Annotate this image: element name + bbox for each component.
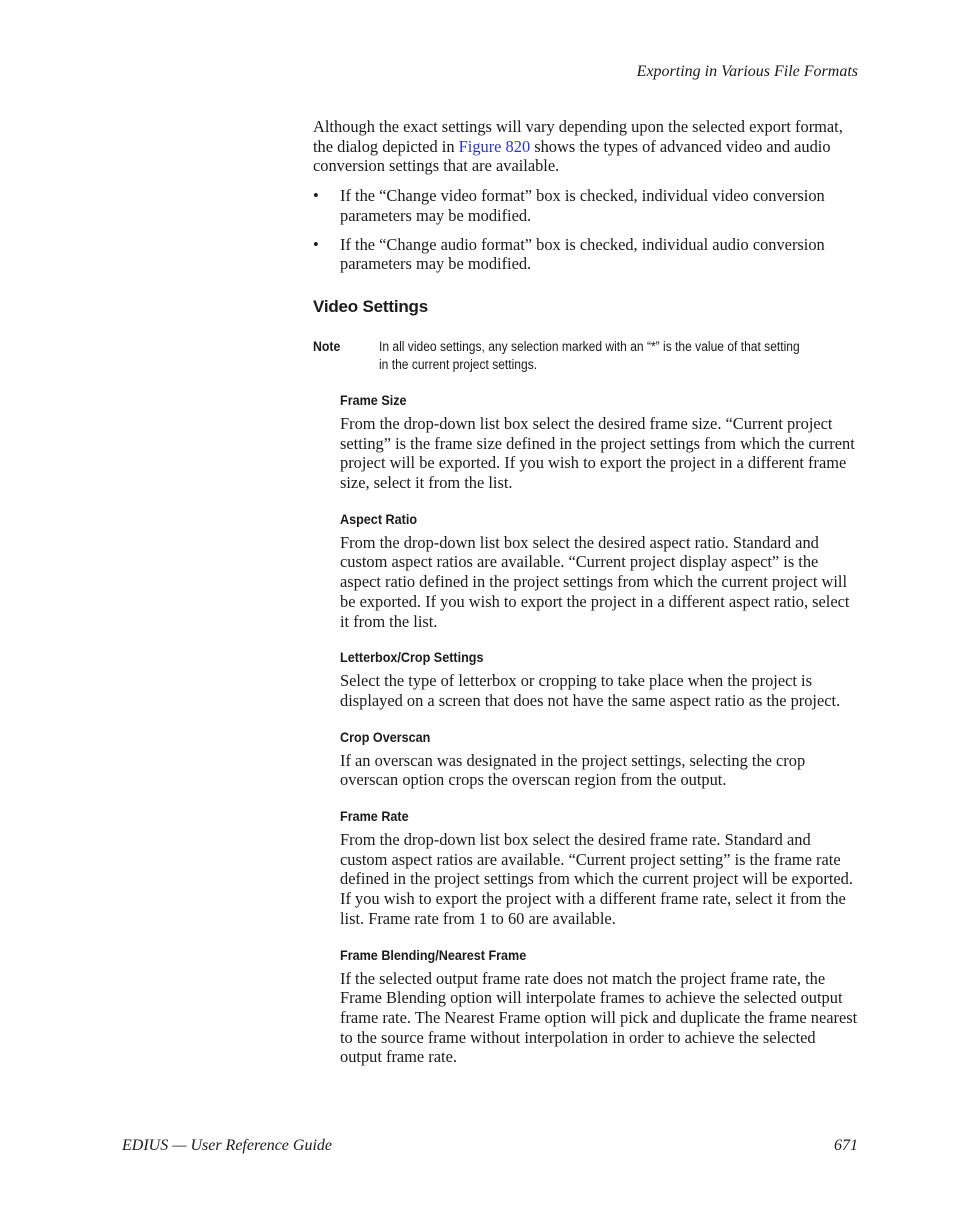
- subsection-heading: Letterbox/Crop Settings: [340, 649, 484, 666]
- figure-link[interactable]: Figure 820: [458, 136, 531, 156]
- subsection-body: Select the type of letterbox or cropping to take place when the project is displayed on a screen that does not have the same aspect ratio as the project.: [340, 671, 841, 710]
- subsection-frame-blending: [340, 947, 859, 1068]
- subsection-frame-rate: [340, 808, 859, 929]
- section-heading: Video Settings: [313, 296, 428, 316]
- bullet-marker: •: [313, 186, 319, 206]
- subsection-heading: Aspect Ratio: [340, 510, 418, 527]
- note-text: In all video settings, any selection marked with an “*” is the value of that setting in the current project settings.: [379, 338, 800, 372]
- list-item: [313, 186, 859, 225]
- subsection-body: If the selected output frame rate does not match the project frame rate, the Frame Blending option will interpolate frames to achieve the selected output frame rate. The Nearest Frame option will pick and duplicate the frame nearest to the source frame without interpolation in order to achieve the selected output frame rate.: [340, 968, 858, 1067]
- intro-text-before: Although the exact settings will vary depending upon the selected export format, the dialog depicted in: [313, 117, 843, 156]
- subsection-body: From the drop-down list box select the desired frame size. “Current project setting” is the frame size defined in the project settings from which the current project will be exported. If you wish to export the project in a different frame size, select it from the list.: [340, 413, 855, 493]
- bullet-marker: •: [313, 234, 319, 254]
- bullet-text: If the “Change video format” box is checked, individual video conversion parameters may be modified.: [340, 186, 825, 225]
- running-header: Exporting in Various File Formats: [636, 63, 858, 80]
- footer-title: EDIUS — User Reference Guide: [122, 1137, 333, 1154]
- subsection-crop-overscan: [340, 729, 859, 790]
- page-content: [313, 117, 859, 1067]
- subsection-heading: Frame Rate: [340, 808, 409, 825]
- note-block: [313, 338, 859, 374]
- list-item: [313, 235, 859, 274]
- subsection-body: If an overscan was designated in the project settings, selecting the crop overscan option crops the overscan region from the output.: [340, 750, 806, 790]
- subsection-heading: Frame Size: [340, 391, 407, 408]
- subsection-heading: Crop Overscan: [340, 728, 431, 745]
- subsection-frame-size: [340, 392, 859, 493]
- page-number: 671: [834, 1137, 858, 1154]
- subsection-letterbox-crop: [340, 649, 859, 710]
- subsection-heading: Frame Blending/Nearest Frame: [340, 946, 527, 963]
- bullet-list: [313, 186, 859, 274]
- note-label: Note: [313, 337, 341, 354]
- subsection-body: From the drop-down list box select the desired aspect ratio. Standard and custom aspect ratios are available. “Current project display aspect” is the aspect ratio defined in the project settings from which the current project will be exported. If you wish to export the project in a different aspect ratio, select it from the list.: [340, 532, 850, 631]
- intro-text-after: shows the types of advanced video and audio conversion settings that are available.: [313, 136, 831, 176]
- subsection-body: From the drop-down list box select the desired frame rate. Standard and custom aspect ratios are available. “Current project setting” is the frame rate defined in the project settings from which the current project will be exported. If you wish to export the project with a different frame rate, select it from the list. Frame rate from 1 to 60 are available.: [340, 830, 853, 928]
- intro-paragraph: [313, 117, 859, 176]
- subsection-aspect-ratio: [340, 511, 859, 632]
- bullet-text: If the “Change audio format” box is checked, individual audio conversion parameters may be modified.: [340, 234, 825, 274]
